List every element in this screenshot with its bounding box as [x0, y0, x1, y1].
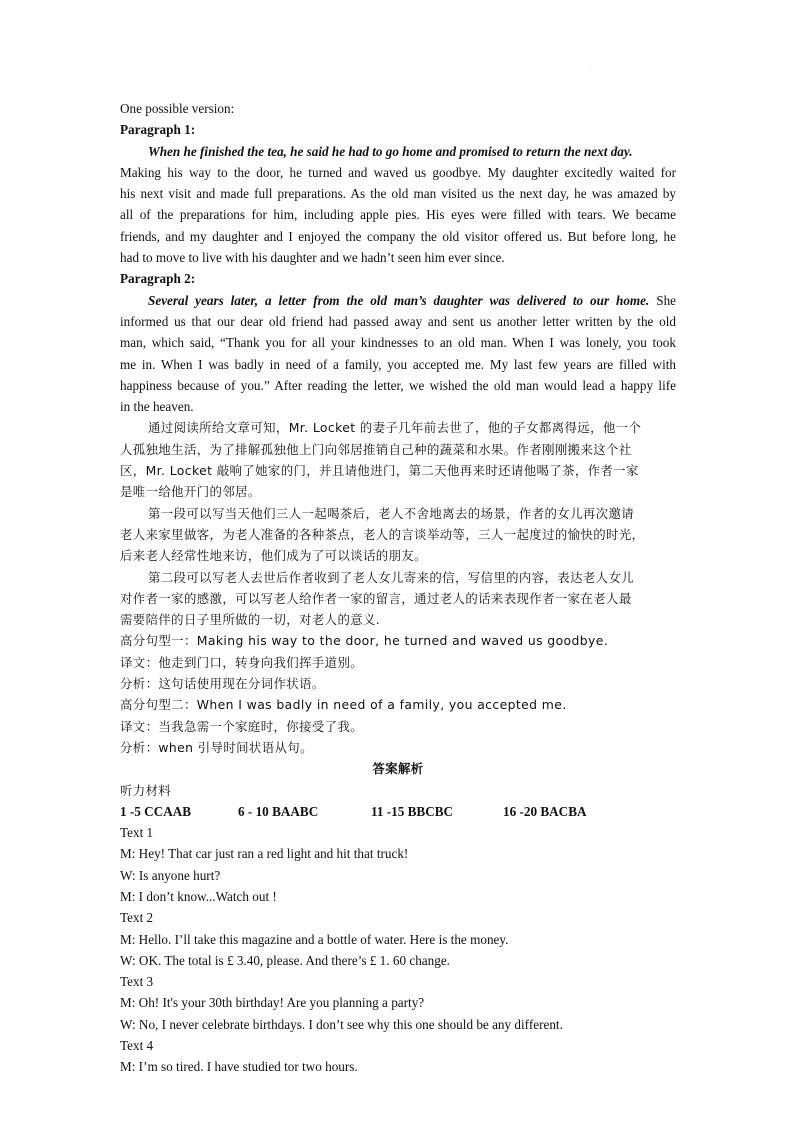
answer-key-group: 16 -20 BACBA — [503, 803, 587, 819]
high-score-sentence-1: 高分句型一：Making his way to the door, he turned and waved us goodbye. — [120, 633, 609, 649]
paragraph2-line: in the heaven. — [120, 399, 194, 415]
analysis2-line: 后来老人经常性地来访，他们成为了可以谈话的朋友。 — [120, 548, 427, 564]
paragraph2-line: happiness because of you.” After reading the letter, we wished the old man would lead a happy life — [120, 377, 676, 393]
transcript-line: M: Hey! That car just ran a red light and hit that truck! — [120, 846, 409, 862]
analysis3-line: 需要陪伴的日子里所做的一切，对老人的意义. — [120, 612, 381, 628]
paragraph2-lead-tail: She — [649, 292, 677, 308]
answer-key-group: 6 - 10 BAABC — [238, 803, 319, 819]
answer-key-row — [120, 801, 676, 822]
listening-label: 听力材料 — [120, 782, 172, 798]
analysis1-line: 是唯一给他开门的邻居。 — [120, 484, 261, 500]
analysis3-line: 第二段可以写老人去世后作者收到了老人女儿寄来的信，写信里的内容，表达老人女儿 — [148, 569, 635, 585]
paragraph1-line: had to move to live with his daughter and we hadn’t seen him ever since. — [120, 250, 505, 266]
paragraph1-line: all of the preparations for him, including apple pies. His eyes were filled with tears. We became — [120, 207, 676, 223]
paragraph2-lead-sentence: Several years later, a letter from the old man’s daughter was delivered to our home. — [148, 292, 650, 308]
translation-2: 译文：当我急需一个家庭时，你接受了我。 — [120, 718, 364, 734]
transcript-line: M: Oh! It's your 30th birthday! Are you planning a party? — [120, 995, 425, 1011]
translation-1: 译文：他走到门口，转身向我们挥手道别。 — [120, 654, 364, 670]
paragraph2-line: man, which said, “Thank you for all your kindnesses to an old man. When I was lonely, you took — [120, 335, 676, 351]
transcript-line: W: OK. The total is £ 3.40, please. And there’s £ 1. 60 change. — [120, 952, 450, 968]
transcript-line: M: I’m so tired. I have studied tor two hours. — [120, 1059, 358, 1075]
header-mark: · — [588, 64, 590, 71]
paragraph1-heading: Paragraph 1: — [120, 122, 196, 138]
transcript-heading: Text 2 — [120, 910, 154, 926]
paragraph1-line: his next visit and made full preparations. As the old man visited us the next day, he was amazed by — [120, 186, 676, 202]
answer-section-title: 答案解析 — [372, 761, 424, 777]
answer-key-group: 1 -5 CCAAB — [120, 803, 192, 819]
answer-key-group: 11 -15 BBCBC — [371, 803, 454, 819]
paragraph1-line: Making his way to the door, he turned and waved us goodbye. My daughter excitedly waited for — [120, 164, 676, 180]
high-score-sentence-2: 高分句型二：When I was badly in need of a family, you accepted me. — [120, 697, 567, 713]
transcript-heading: Text 3 — [120, 974, 154, 990]
analysis3-line: 对作者一家的感激，可以写老人给作者一家的留言，通过老人的话来表现作者一家在老人最 — [120, 590, 632, 606]
intro-line: One possible version: — [120, 101, 235, 116]
paragraph2-line: me in. When I was badly in need of a family, you accepted me. My last few years are filled with — [120, 356, 676, 372]
paragraph1-lead-sentence: When he finished the tea, he said he had to go home and promised to return the next day. — [148, 143, 633, 159]
transcript-heading: Text 1 — [120, 825, 154, 841]
paragraph1-line: friends, and my daughter and I enjoyed the company the old visitor offered us. But before long, he — [120, 228, 676, 244]
analysis2-line: 老人来家里做客，为老人准备的各种茶点，老人的言谈举动等，三人一起度过的愉快的时光， — [120, 526, 645, 542]
transcript-line: M: I don’t know...Watch out ! — [120, 888, 277, 904]
transcript-line: W: No, I never celebrate birthdays. I don’t see why this one should be any different. — [120, 1016, 563, 1032]
transcript-line: W: Is anyone hurt? — [120, 867, 221, 883]
transcript-line: M: Hello. I’ll take this magazine and a bottle of water. Here is the money. — [120, 931, 509, 947]
analysis2-line: 第一段可以写当天他们三人一起喝茶后，老人不舍地离去的场景，作者的女儿再次邀请 — [148, 505, 635, 521]
paragraph2-heading: Paragraph 2: — [120, 271, 196, 287]
paragraph2-lead-line — [120, 290, 676, 311]
analysis1-line: 人孤独地生活，为了排解孤独他上门向邻居推销自己种的蔬菜和水果。作者刚刚搬来这个社 — [120, 441, 632, 457]
document-page — [120, 98, 676, 1078]
analysis-note-1: 分析：这句话使用现在分词作状语。 — [120, 676, 325, 692]
analysis-note-2: 分析：when 引导时间状语从句。 — [120, 739, 313, 755]
analysis1-line: 通过阅读所给文章可知，Mr. Locket 的妻子几年前去世了，他的子女都离得远，他一个 — [148, 420, 642, 436]
transcript-heading: Text 4 — [120, 1038, 154, 1054]
analysis1-line: 区，Mr. Locket 敲响了她家的门，并且请他进门，第二天他再来时还请他喝了茶，作者一家 — [120, 463, 639, 479]
paragraph2-line: informed us that our dear old friend had passed away and sent us another letter written by the old — [120, 313, 676, 329]
